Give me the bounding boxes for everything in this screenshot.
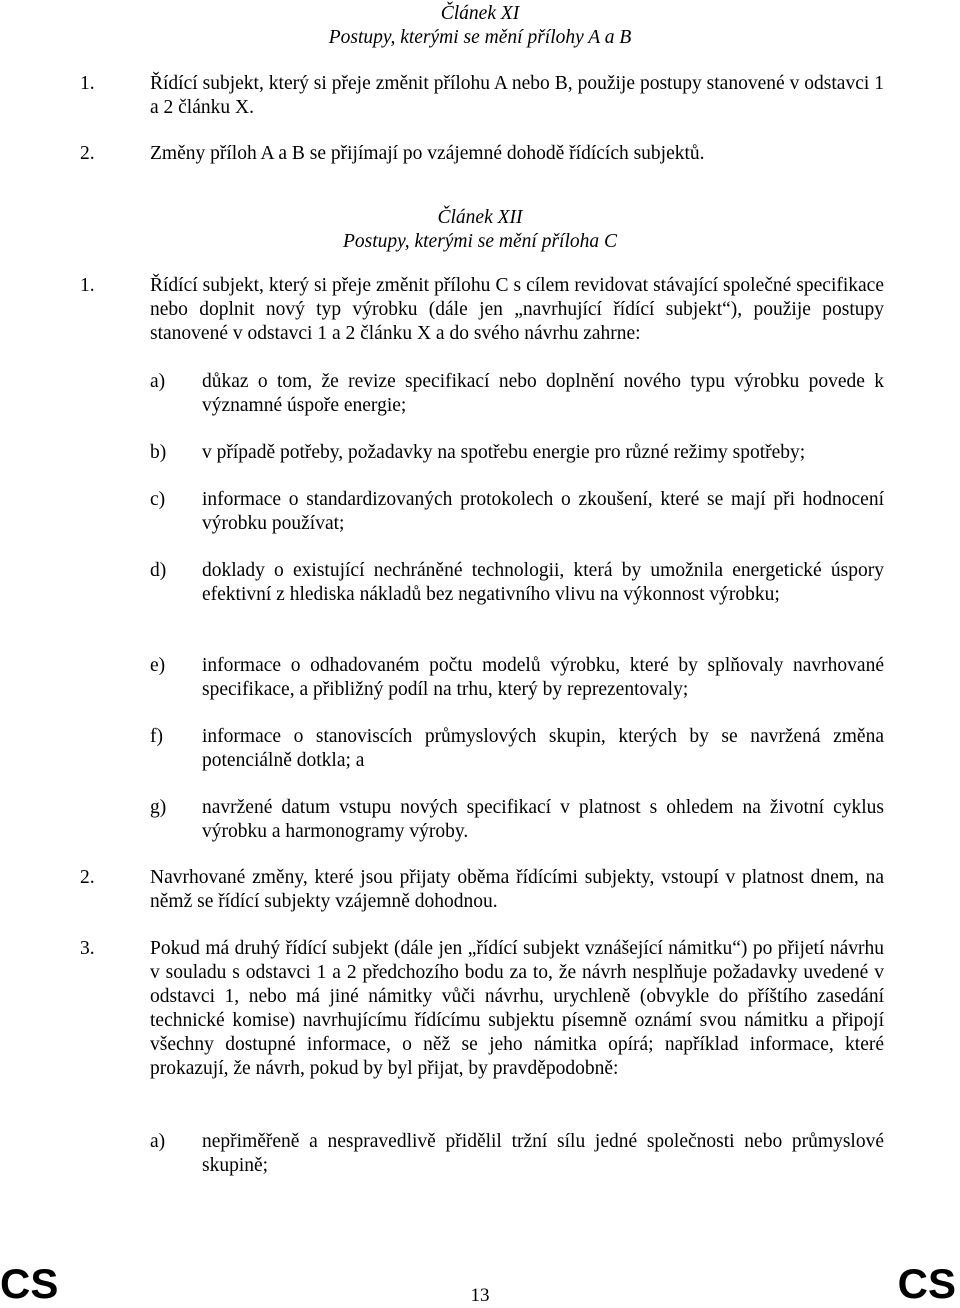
paragraph-number: 1. (80, 73, 95, 94)
article-xi-subtitle: Postupy, kterými se mění přílohy A a B (328, 27, 632, 48)
page-number: 13 (470, 1285, 490, 1306)
paragraph-text: Změny příloh A a B se přijímají po vzájemné dohodě řídících subjektů. (150, 143, 705, 164)
article-xii-heading (0, 206, 960, 254)
footer-language-left: CS (0, 1260, 59, 1307)
article-xi-title: Článek XI (440, 3, 520, 24)
paragraph-number: 2. (80, 143, 95, 164)
list-item-text: doklady o existující nechráněné technologii, která by umožnila energetické úspory efektivní z hlediska nákladů bez negativního vlivu na výkonnost výrobku; (202, 560, 884, 605)
list-item-label: d) (150, 560, 167, 581)
list-item-text: důkaz o tom, že revize specifikací nebo doplnění nového typu výrobku povede k významné úspoře energie; (202, 371, 884, 416)
article-xii-title: Článek XII (437, 207, 523, 228)
list-item-label: b) (150, 442, 167, 463)
list-item-label: f) (150, 726, 163, 747)
paragraph-number: 3. (80, 938, 95, 959)
paragraph-text: Řídící subjekt, který si přeje změnit přílohu A nebo B, použije postupy stanovené v odstavci 1 a 2 článku X. (150, 73, 884, 118)
article-xii-subtitle: Postupy, kterými se mění příloha C (342, 231, 618, 252)
article-xi-heading (0, 2, 960, 50)
list-item-text: nepřiměřeně a nespravedlivě přidělil tržní sílu jedné společnosti nebo průmyslové skupině; (202, 1131, 884, 1176)
list-item-label: e) (150, 655, 166, 676)
list-item-label: g) (150, 797, 167, 818)
list-item-text: informace o odhadovaném počtu modelů výrobku, které by splňovaly navrhované specifikace, a přibližný podíl na trhu, který by reprezentovaly; (202, 655, 884, 700)
list-item-text: informace o stanoviscích průmyslových skupin, kterých by se navržená změna potenciálně dotkla; a (202, 726, 884, 771)
paragraph-text: Navrhované změny, které jsou přijaty oběma řídícími subjekty, vstoupí v platnost dnem, na němž se řídící subjekty vzájemně dohodnou. (150, 867, 884, 912)
footer-language-right: CS (897, 1260, 956, 1307)
list-item-text: navržené datum vstupu nových specifikací v platnost s ohledem na životní cyklus výrobku a harmonogramy výroby. (202, 797, 884, 842)
list-item-label: c) (150, 489, 166, 510)
list-item-label: a) (150, 371, 166, 392)
list-item-text: informace o standardizovaných protokolech o zkoušení, které se mají při hodnocení výrobku používat; (202, 489, 884, 534)
paragraph-text: Pokud má druhý řídící subjekt (dále jen „řídící subjekt vznášející námitku“) po přijetí návrhu v souladu s odstavci 1 a 2 předchozího bodu za to, že návrh nesplňuje požadavky uvedené v odstavci 1, nebo má jiné námitky vůči návrhu, urychleně (obvykle do příštího zasedání technické komise) navrhujícímu řídícímu subjektu písemně oznámí svou námitku a připojí všechny dostupné informace, o něž se jeho námitka opírá; například informace, které prokazují, že návrh, pokud by byl přijat, by pravděpodobně: (150, 938, 884, 1079)
list-item-text: v případě potřeby, požadavky na spotřebu energie pro různé režimy spotřeby; (202, 442, 806, 463)
list-item-label: a) (150, 1131, 166, 1152)
paragraph-number: 1. (80, 275, 95, 296)
paragraph-number: 2. (80, 867, 95, 888)
paragraph-text: Řídící subjekt, který si přeje změnit přílohu C s cílem revidovat stávající společné specifikace nebo doplnit nový typ výrobku (dále jen „navrhující řídící subjekt“), použije postupy stanovené v odstavci 1 a 2 článku X a do svého návrhu zahrne: (150, 275, 884, 344)
